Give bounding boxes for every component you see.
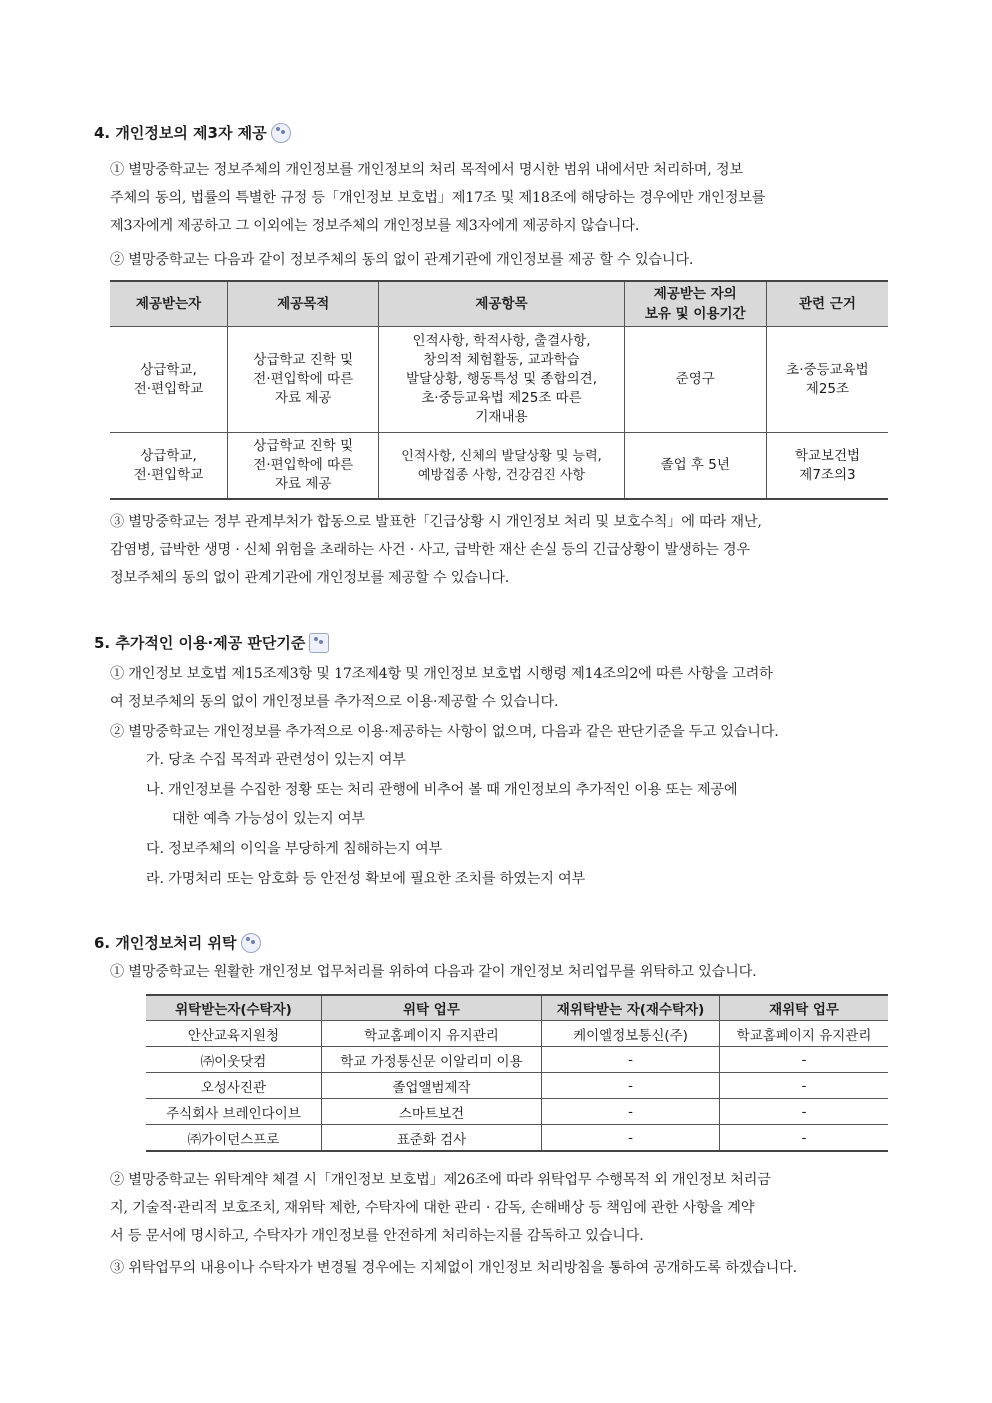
table-row [146, 1125, 888, 1152]
table-header: 제공받는 자의 보유 및 이용기간 [624, 281, 766, 327]
table-cell: 인적사항, 학적사항, 출결사항, 창의적 체험활동, 교과학습 발달상황, 행동특성 및 종합의견, 초·중등교육법 제25조 따른 기재내용 [379, 327, 624, 433]
table-cell: 상급학교 진학 및 전·편입학에 따른 자료 제공 [228, 327, 379, 433]
table-cell: 학교홈페이지 유지관리 [321, 1021, 541, 1047]
people-icon [241, 933, 261, 953]
table-header: 제공항목 [379, 281, 624, 327]
section-6-title: 6. 개인정보처리 위탁 [94, 932, 261, 953]
section-5-paragraph-1: ① 개인정보 보호법 제15조제3항 및 17조제4항 및 개인정보 보호법 시행령 제14조의2에 따른 사항을 고려하 여 정보주체의 동의 없이 개인정보를 추가적으로 이용·제공할 수 있습니다. [110, 666, 773, 710]
table-header: 재위탁 업무 [720, 995, 888, 1021]
table-cell: - [720, 1073, 888, 1099]
table-row [110, 433, 888, 500]
table-cell: ㈜가이던스프로 [146, 1125, 321, 1152]
outsourcing-table [146, 994, 888, 1152]
section-4-title: 4. 개인정보의 제3자 제공 [94, 122, 291, 143]
table-cell: - [542, 1073, 720, 1099]
table-row [146, 1021, 888, 1047]
table-cell: 학교보건법 제7조의3 [766, 433, 888, 500]
document-icon [309, 633, 329, 653]
table-cell: - [720, 1125, 888, 1152]
criteria-item-na-continued: 대한 예측 가능성이 있는지 여부 [172, 811, 365, 827]
table-cell: 스마트보건 [321, 1099, 541, 1125]
table-header: 재위탁받는 자(재수탁자) [542, 995, 720, 1021]
table-row [146, 1047, 888, 1073]
section-4-paragraph-1: ① 별망중학교는 정보주체의 개인정보를 개인정보의 처리 목적에서 명시한 범위 내에서만 처리하며, 정보 주체의 동의, 법률의 특별한 규정 등「개인정보 보호법」제17조 및 제18조에 해당하는 경우에만 개인정보를 제3자에게 제공하고 그 이외에는 정보주체의 개인정보를 제3자에게 제공하지 않습니다. [110, 162, 766, 234]
table-cell: 인적사항, 신체의 발달상황 및 능력, 예방접종 사항, 건강검진 사항 [379, 433, 624, 500]
criteria-item-ga: 가. 당초 수집 목적과 관련성이 있는지 여부 [146, 752, 406, 768]
table-header: 제공받는자 [110, 281, 228, 327]
table-cell: 상급학교 진학 및 전·편입학에 따른 자료 제공 [228, 433, 379, 500]
table-header: 제공목적 [228, 281, 379, 327]
table-header-row [110, 281, 888, 327]
table-row [146, 1099, 888, 1125]
table-header-row [146, 995, 888, 1021]
table-cell: 주식회사 브레인다이브 [146, 1099, 321, 1125]
table-cell: 안산교육지원청 [146, 1021, 321, 1047]
table-header: 위탁 업무 [321, 995, 541, 1021]
third-party-provision-table [110, 280, 888, 500]
table-header: 관련 근거 [766, 281, 888, 327]
table-cell: - [542, 1099, 720, 1125]
section-4-paragraph-3: ③ 별망중학교는 정부 관계부처가 합동으로 발표한「긴급상황 시 개인정보 처리 및 보호수칙」에 따라 재난, 감염병, 급박한 생명 · 신체 위험을 초래하는 사건 · 사고, 급박한 재산 손실 등의 긴급상황이 발생하는 경우 정보주체의 동의 없이 관계기관에 개인정보를 제공할 수 있습니다. [110, 514, 762, 586]
table-cell: - [542, 1125, 720, 1152]
table-cell: 상급학교, 전·편입학교 [110, 327, 228, 433]
table-cell: 상급학교, 전·편입학교 [110, 433, 228, 500]
table-cell: 오성사진관 [146, 1073, 321, 1099]
section-6-paragraph-1: ① 별망중학교는 원활한 개인정보 업무처리를 위하여 다음과 같이 개인정보 처리업무를 위탁하고 있습니다. [110, 964, 757, 980]
section-5-paragraph-2: ② 별망중학교는 개인정보를 추가적으로 이용·제공하는 사항이 없으며, 다음과 같은 판단기준을 두고 있습니다. [110, 724, 779, 740]
criteria-item-na: 나. 개인정보를 수집한 정황 또는 처리 관행에 비추어 볼 때 개인정보의 추가적인 이용 또는 제공에 [146, 782, 738, 798]
table-cell: 케이엘정보통신(주) [542, 1021, 720, 1047]
people-icon [271, 123, 291, 143]
table-cell: 졸업앨범제작 [321, 1073, 541, 1099]
criteria-item-da: 다. 정보주체의 이익을 부당하게 침해하는지 여부 [146, 841, 442, 857]
table-cell: 준영구 [624, 327, 766, 433]
table-cell: ㈜이웃닷컴 [146, 1047, 321, 1073]
table-row [110, 327, 888, 433]
table-cell: 학교홈페이지 유지관리 [720, 1021, 888, 1047]
table-cell: - [720, 1047, 888, 1073]
section-6-paragraph-3: ③ 위탁업무의 내용이나 수탁자가 변경될 경우에는 지체없이 개인정보 처리방침을 통하여 공개하도록 하겠습니다. [110, 1260, 797, 1276]
table-header: 위탁받는자(수탁자) [146, 995, 321, 1021]
section-6-paragraph-2: ② 별망중학교는 위탁계약 체결 시「개인정보 보호법」제26조에 따라 위탁업무 수행목적 외 개인정보 처리금 지, 기술적·관리적 보호조치, 재위탁 제한, 수탁자에 대한 관리 · 감독, 손해배상 등 책임에 관한 사항을 계약 서 등 문서에 명시하고, 수탁자가 개인정보를 안전하게 처리하는지를 감독하고 있습니다. [110, 1172, 771, 1244]
table-cell: 학교 가정통신문 이알리미 이용 [321, 1047, 541, 1073]
section-5-title: 5. 추가적인 이용·제공 판단기준 [94, 632, 329, 653]
section-4-paragraph-2: ② 별망중학교는 다음과 같이 정보주체의 동의 없이 관계기관에 개인정보를 제공 할 수 있습니다. [110, 252, 694, 268]
table-row [146, 1073, 888, 1099]
table-cell: - [720, 1099, 888, 1125]
table-cell: 초·중등교육법 제25조 [766, 327, 888, 433]
table-cell: - [542, 1047, 720, 1073]
table-cell: 표준화 검사 [321, 1125, 541, 1152]
criteria-item-ra: 라. 가명처리 또는 암호화 등 안전성 확보에 필요한 조치를 하였는지 여부 [146, 871, 586, 887]
table-cell: 졸업 후 5년 [624, 433, 766, 500]
